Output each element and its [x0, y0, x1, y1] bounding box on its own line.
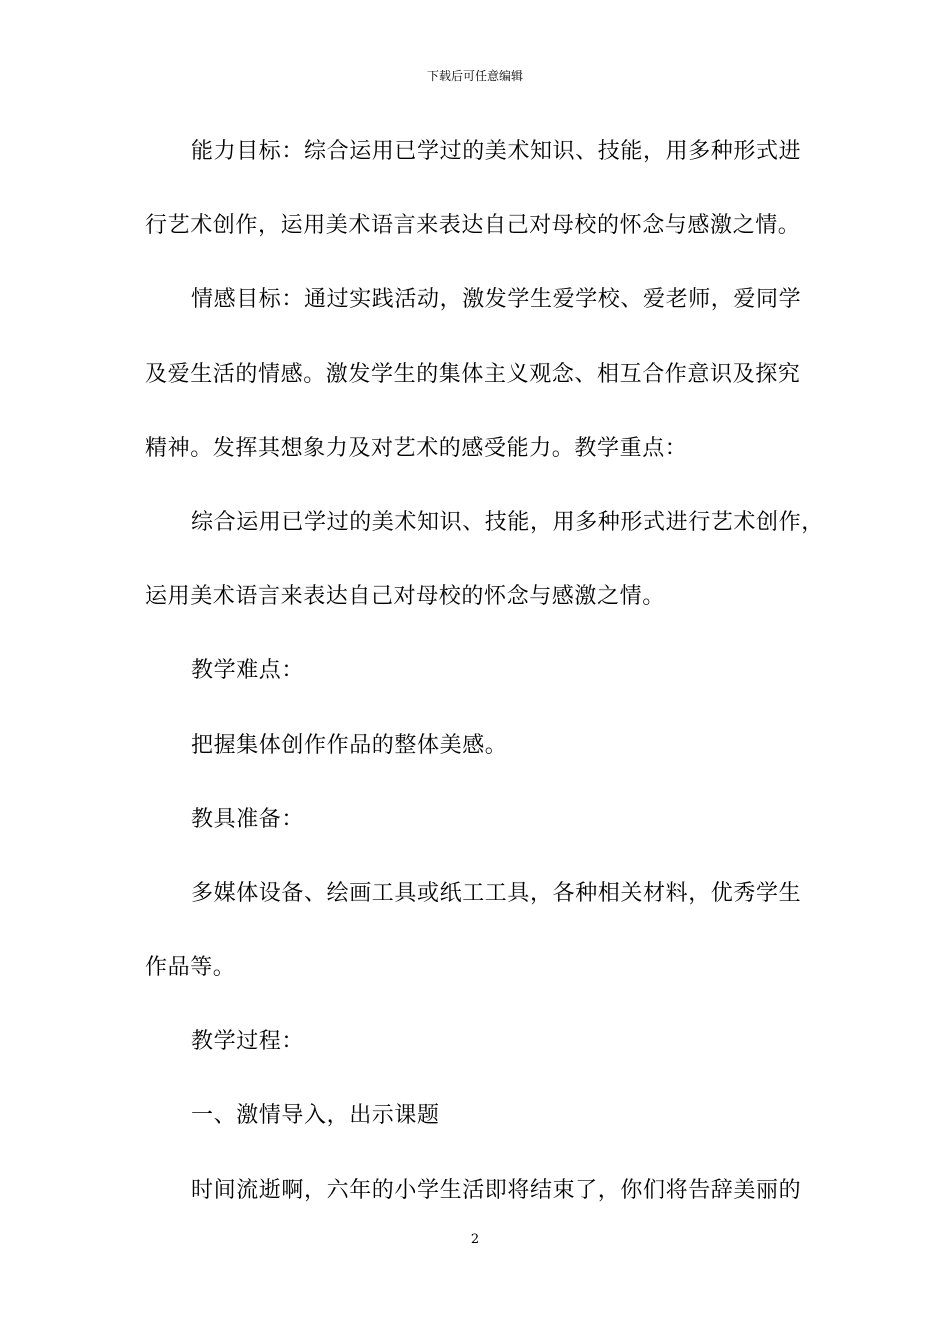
paragraph-line: 能力目标：综合运用已学过的美术知识、技能，用多种形式进 — [191, 139, 802, 164]
paragraph-line: 综合运用已学过的美术知识、技能，用多种形式进行艺术创作， — [191, 509, 824, 535]
document-body — [145, 132, 824, 1245]
page-header: 下载后可任意编辑 — [426, 69, 523, 83]
page-number: 2 — [470, 1232, 480, 1247]
paragraph-line: 时间流逝啊，六年的小学生活即将结束了，你们将告辞美丽的 — [191, 1177, 802, 1203]
subsection-heading: 一、激情导入，出示课题 — [191, 1103, 440, 1129]
section-heading: 教学过程： — [191, 1029, 305, 1055]
paragraph-line: 运用美术语言来表达自己对母校的怀念与感激之情。 — [145, 584, 665, 610]
paragraph-line: 及爱生活的情感。激发学生的集体主义观念、相互合作意识及探究 — [145, 361, 801, 387]
paragraph-line: 多媒体设备、绘画工具或纸工工具，各种相关材料，优秀学生 — [191, 880, 802, 906]
paragraph-line: 情感目标：通过实践活动，激发学生爱学校、爱老师，爱同学 — [191, 287, 802, 313]
paragraph-line: 把握集体创作作品的整体美感。 — [191, 732, 508, 758]
paragraph-line: 作品等。 — [145, 955, 236, 981]
paragraph-line: 精神。发挥其想象力及对艺术的感受能力。教学重点： — [145, 435, 688, 461]
section-heading: 教具准备： — [191, 806, 305, 832]
section-heading: 教学难点： — [191, 658, 305, 684]
paragraph-line: 行艺术创作，运用美术语言来表达自己对母校的怀念与感激之情。 — [145, 213, 801, 239]
